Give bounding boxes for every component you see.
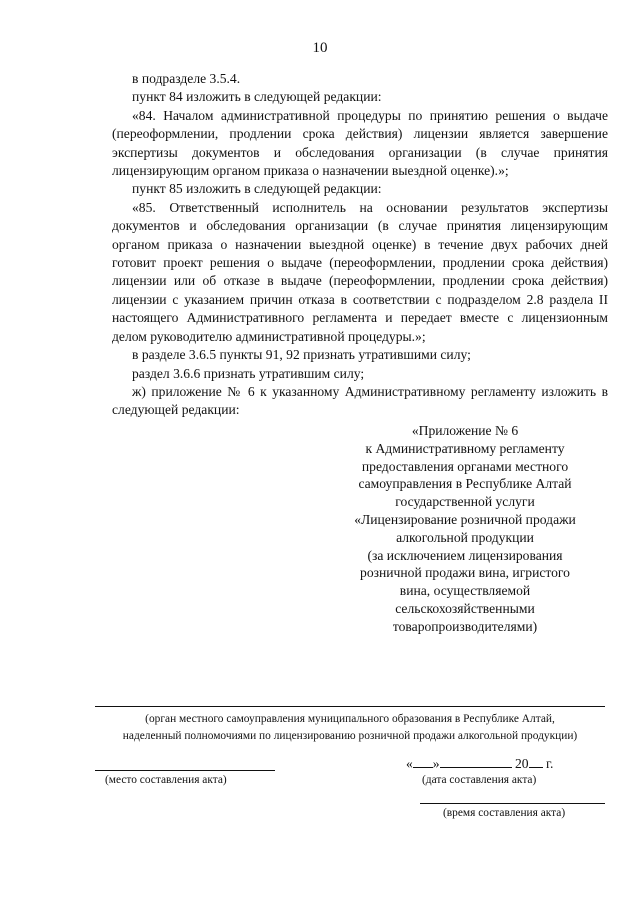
- appendix-line: (за исключением лицензирования: [367, 547, 563, 563]
- paragraph: пункт 85 изложить в следующей редакции:: [132, 181, 382, 197]
- date-field: [406, 755, 553, 772]
- date-close-quote: »: [432, 756, 440, 771]
- time-fill-line: [420, 803, 605, 804]
- org-fill-line: [95, 706, 605, 707]
- appendix-line: «Лицензирование розничной продажи: [354, 511, 576, 527]
- org-caption-line: наделенный полномочиями по лицензированию розничной продажи алкогольной продукции): [122, 730, 578, 742]
- appendix-line: государственной услуги: [395, 494, 535, 510]
- month-blank: [440, 755, 512, 768]
- appendix-line: сельскохозяйственными: [395, 600, 535, 616]
- appendix-line: розничной продажи вина, игристого: [360, 565, 570, 581]
- year-suffix: г.: [546, 756, 554, 771]
- place-caption: (место составления акта): [105, 774, 227, 786]
- paragraph: раздел 3.6.6 признать утратившим силу;: [132, 365, 365, 381]
- appendix-line: вина, осуществляемой: [399, 583, 531, 599]
- paragraph: пункт 84 изложить в следующей редакции:: [132, 89, 382, 105]
- appendix-header: [340, 422, 590, 636]
- time-caption: (время составления акта): [443, 807, 566, 819]
- appendix-line: предоставления органами местного: [361, 458, 569, 474]
- appendix-line: товаропроизводителями): [392, 618, 538, 634]
- paragraph: в подразделе 3.5.4.: [132, 71, 241, 86]
- appendix-line: самоуправления в Республике Алтай: [358, 476, 572, 492]
- page-number: 10: [312, 40, 328, 56]
- appendix-line: алкогольной продукции: [396, 529, 534, 545]
- org-caption-line: (орган местного самоуправления муниципального образования в Республике Алтай,: [145, 713, 555, 725]
- appendix-line: к Административному регламенту: [365, 440, 565, 456]
- day-blank: [413, 755, 433, 768]
- date-caption: (дата составления акта): [422, 774, 537, 786]
- org-caption: [90, 711, 610, 745]
- date-open-quote: «: [406, 756, 413, 771]
- year-blank: [529, 755, 543, 768]
- paragraph: «85. Ответственный исполнитель на основании результатов экспертизы документов и обследования организации (в случае принятия лицензирующим органом приказа о назначении выездной оценке) в течение двух рабочих дней готовит проект решения о выдаче (переоформлении, продлении срока действия) лицензии или об отказе в выдаче (переоформлении, продлении срока действия) лицензии с указанием причин отказа в соответствии с подразделом 2.8 раздела II настоящего Административного регламента и передает вместе с лицензионным делом руководителю административной процедуры.»;: [112, 199, 608, 344]
- paragraph: в разделе 3.6.5 пункты 91, 92 признать утратившими силу;: [132, 347, 471, 363]
- appendix-line: «Приложение № 6: [411, 423, 519, 438]
- place-fill-line: [95, 770, 275, 771]
- amendment-text: [112, 70, 608, 420]
- paragraph: ж) приложение № 6 к указанному Административному регламенту изложить в следующей редакции:: [112, 383, 608, 418]
- paragraph: «84. Началом административной процедуры по принятию решения о выдаче (переоформлении, продлении срока действия) лицензии является завершение экспертизы документов и обследования организации (в случае принятия лицензирующим органом приказа о назначении выездной оценке).»;: [112, 107, 608, 179]
- year-prefix: 20: [515, 756, 529, 771]
